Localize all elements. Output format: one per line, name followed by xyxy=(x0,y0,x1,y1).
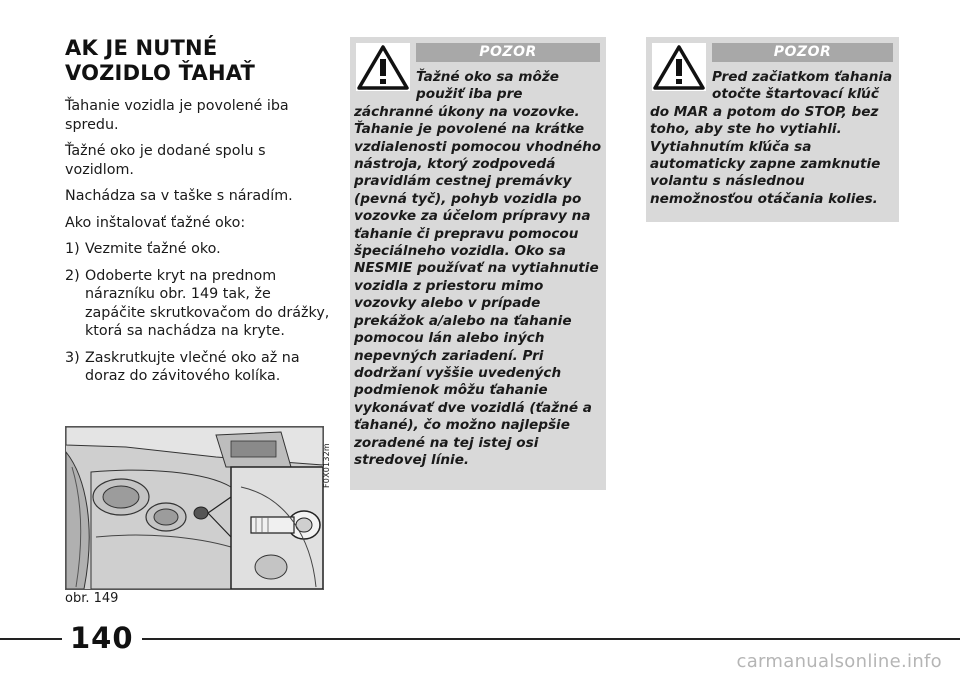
step-text: Vezmite ťažné oko. xyxy=(85,241,221,257)
step-number: 1) xyxy=(65,241,80,257)
step-3 xyxy=(65,349,330,386)
step-1 xyxy=(65,240,330,259)
warning-header: POZOR xyxy=(416,43,600,62)
warning-box-ignition-key xyxy=(646,37,899,222)
paragraph-towing-front: Ťahanie vozidla je povolené iba spredu. xyxy=(65,98,289,133)
warning-text xyxy=(650,69,895,208)
page-number: 140 xyxy=(62,622,142,655)
paragraph-hook-supplied: Ťažné oko je dodané spolu s vozidlom. xyxy=(65,143,266,178)
step-text: Odoberte kryt na prednom nárazníku obr. 149 tak, že zapáčite skrutkovačom do drážky, ktorá sa nachádza na kryte. xyxy=(85,267,330,339)
warning-box-towing-eye xyxy=(350,37,606,490)
section-title xyxy=(65,36,330,86)
tow-hook-illustration xyxy=(66,427,323,589)
warning-body: záchranné úkony na vozovke. Ťahanie je povolené na krátke vzdialenosti pomocou vhodného nástroja, ktorý zodpovedá pravidlám cestnej premávky (pevná tyč), pohyb vozidla po vozovke za účelom prípravy na ťahanie či prepravu pomocou špeciálneho vozidla. Oko sa NESMIE používať na vytiahnutie vozidla z priestoru mimo vozovky alebo v prípade prekážok a/alebo na ťahanie pomocou lán alebo iných nepevných zariadení. Pri dodržaní vyššie uvedených podmienok môžu ťahanie vykonávať dve vozidlá (ťažné a ťahané), čo možno najlepšie zoradené na tej istej osi stredovej línie. xyxy=(354,103,602,468)
step-number: 3) xyxy=(65,349,80,366)
figure-code: F0X0132m xyxy=(322,443,331,488)
paragraph-how-to-install: Ako inštalovať ťažné oko: xyxy=(65,214,246,231)
paragraph-tool-bag: Nachádza sa v taške s náradím. xyxy=(65,188,293,204)
watermark: carmanualsonline.info xyxy=(736,651,942,672)
warning-header: POZOR xyxy=(712,43,893,62)
section-title-line-2: VOZIDLO ŤAHAŤ xyxy=(65,61,256,85)
figure-caption: obr. 149 xyxy=(65,591,119,606)
section-title-line-1: AK JE NUTNÉ xyxy=(65,36,218,60)
footer-rule xyxy=(0,638,960,640)
main-column xyxy=(65,36,330,394)
warning-lead: Pred začiatkom ťahania otočte štartovací kľúč xyxy=(712,69,893,103)
warning-body: do MAR a potom do STOP, bez toho, aby ste ho vytiahli. Vytiahnutím kľúča sa automaticky zapne zamknutie volantu s následnou nemožnosťou otáčania kolies. xyxy=(650,103,881,207)
warning-lead: Ťažné oko sa môže použiť iba pre xyxy=(416,69,559,103)
warning-text xyxy=(354,69,602,469)
step-2 xyxy=(65,267,330,341)
figure-149 xyxy=(65,426,324,590)
step-text: Zaskrutkujte vlečné oko až na doraz do závitového kolíka. xyxy=(85,349,300,384)
step-number: 2) xyxy=(65,267,80,284)
